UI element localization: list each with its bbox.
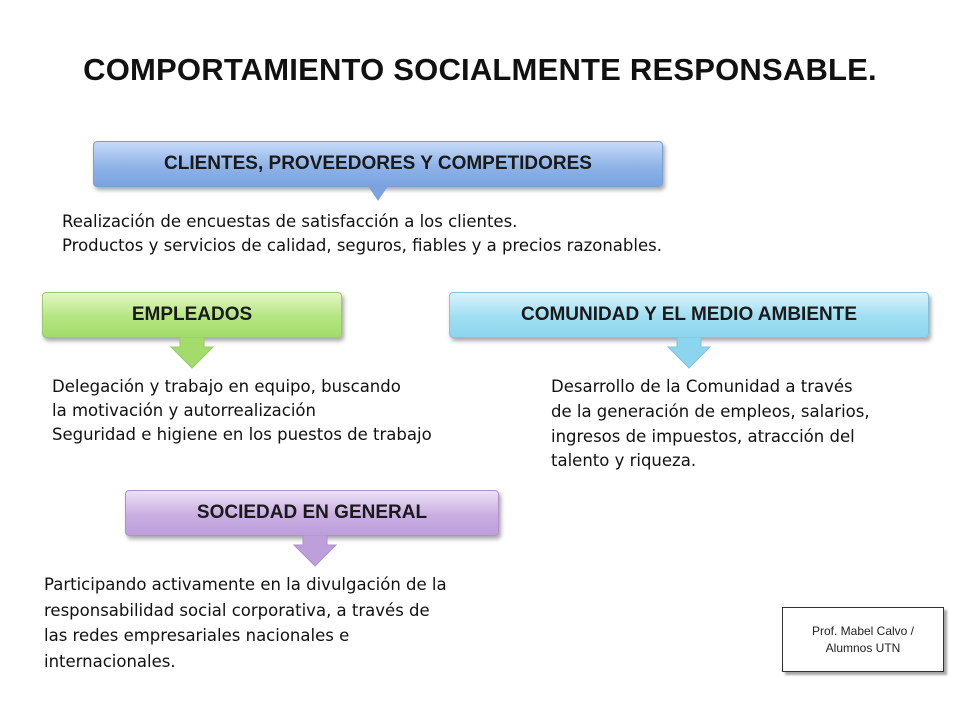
slide-title: COMPORTAMIENTO SOCIALMENTE RESPONSABLE. [83,52,877,87]
callout-sociedad-label: SOCIEDAD EN GENERAL [196,502,428,523]
author-note [782,607,944,672]
comunidad-text [551,375,870,474]
comunidad-line: de la generación de empleos, salarios, [551,401,870,421]
comunidad-line: ingresos de impuestos, atracción del [551,426,855,446]
callout-clientes-label: CLIENTES, PROVEEDORES Y COMPETIDORES [164,153,592,174]
callout-sociedad-pointer [293,535,337,567]
comunidad-line: talento y riqueza. [551,451,697,471]
sociedad-line: las redes empresariales nacionales e [44,626,350,646]
clientes-line: Productos y servicios de calidad, seguros, fiables y a precios razonables. [62,235,662,255]
callout-comunidad-pointer [667,337,711,369]
clientes-line: Realización de encuestas de satisfacción a los clientes. [62,212,518,231]
empleados-line: la motivación y autorrealización [52,400,316,420]
callout-clientes [93,141,663,187]
sociedad-line: responsabilidad social corporativa, a través de [44,600,430,620]
sociedad-text [44,572,447,674]
empleados-line: Seguridad e higiene en los puestos de trabajo [52,424,432,444]
sociedad-line: internacionales. [44,651,176,671]
callout-comunidad-label: COMUNIDAD Y EL MEDIO AMBIENTE [520,304,858,325]
clientes-text [62,210,662,258]
callout-empleados-pointer [170,337,214,369]
callout-empleados [42,292,342,338]
callout-sociedad [125,490,499,536]
callout-comunidad [449,292,929,338]
author-note-line: Alumnos UTN [825,640,901,655]
author-note-line: Prof. Mabel Calvo / [811,623,915,638]
callout-clientes-pointer [367,185,389,201]
comunidad-line: Desarrollo de la Comunidad a través [551,377,853,396]
callout-empleados-label: EMPLEADOS [131,304,253,325]
empleados-text [52,375,432,447]
sociedad-line: Participando activamente en la divulgación de la [44,575,447,594]
empleados-line: Delegación y trabajo en equipo, buscando [52,377,401,396]
